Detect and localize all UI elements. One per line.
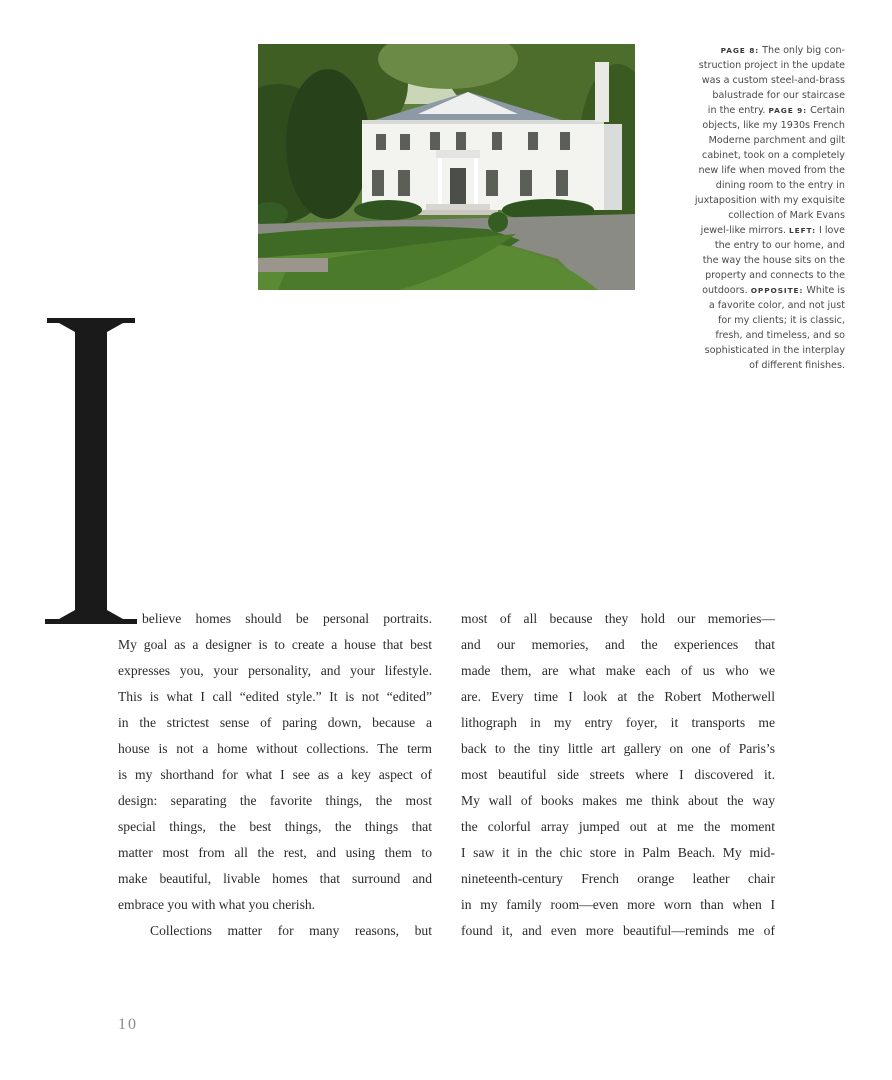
body-line: make beautiful, livable homes that surround and <box>118 871 432 886</box>
body-line: special things, the best things, the things that <box>118 819 432 834</box>
body-line: This is what I call “edited style.” It is not “edited” <box>118 689 432 704</box>
body-line: design: separating the favorite things, the most <box>118 793 432 808</box>
house-photo <box>258 44 635 290</box>
body-column-right <box>461 606 775 944</box>
caption-line: the entry to our home, and <box>714 240 845 251</box>
body-line: My goal as a designer is to create a house that best <box>118 637 432 652</box>
body-line: I saw it in the chic store in Palm Beach. My mid- <box>461 845 775 860</box>
body-line: most of all because they hold our memories— <box>461 611 775 626</box>
caption-line: objects, like my 1930s French <box>702 120 845 131</box>
body-line: believe homes should be personal portraits. <box>142 611 432 626</box>
body-line: embrace you with what you cherish. <box>118 897 316 912</box>
body-line: back to the tiny little art gallery on one of Paris’s <box>461 741 775 756</box>
body-line: made them, are what make each of us who we <box>461 663 775 678</box>
caption-line: of different finishes. <box>749 360 845 371</box>
body-line: nineteenth-century French orange leather chair <box>461 871 775 886</box>
caption-line: was a custom steel-and-brass <box>701 75 845 86</box>
body-line: and our memories, and the experiences that <box>461 637 775 652</box>
body-line: house is not a home without collections. The term <box>118 741 432 756</box>
caption-line: struction project in the update <box>698 60 845 71</box>
body-column-left <box>118 606 432 944</box>
body-line: expresses you, your personality, and your lifestyle. <box>118 663 432 678</box>
caption-line: the way the house sits on the <box>702 255 845 266</box>
caption-line: cabinet, took on a completely <box>702 150 845 161</box>
body-line: most beautiful side streets where I discovered it. <box>461 767 775 782</box>
caption-line: outdoors. OPPOSITE: White is <box>702 285 845 296</box>
caption-line: Moderne parchment and gilt <box>708 135 845 146</box>
caption-line: sophisticated in the interplay <box>704 345 845 356</box>
caption-line: dining room to the entry in <box>715 180 845 191</box>
body-line: the colorful array jumped out at me the moment <box>461 819 775 834</box>
caption-line: collection of Mark Evans <box>728 210 845 221</box>
body-line: in the strictest sense of paring down, because a <box>118 715 432 730</box>
caption-line: property and connects to the <box>705 270 845 281</box>
body-line: lithograph in my entry foyer, it transports me <box>461 715 775 730</box>
caption-line: fresh, and timeless, and so <box>715 330 845 341</box>
body-line: are. Every time I look at the Robert Motherwell <box>461 689 775 704</box>
house-photo-icon <box>258 44 635 290</box>
svg-text:I: I <box>45 318 46 319</box>
caption-line: in the entry. PAGE 9: Certain <box>707 105 845 116</box>
body-line: found it, and even more beautiful—reminds me of <box>461 923 775 938</box>
caption-line: new life when moved from the <box>698 165 845 176</box>
drop-cap <box>45 318 137 624</box>
caption-line: PAGE 8: The only big con- <box>720 45 845 56</box>
caption-line: balustrade for our staircase <box>712 90 845 101</box>
body-line: My wall of books makes me think about the way <box>461 793 775 808</box>
body-line: is my shorthand for what I see as a key aspect of <box>118 767 432 782</box>
caption-line: a favorite color, and not just <box>708 300 845 311</box>
body-line: Collections matter for many reasons, but <box>150 923 432 938</box>
caption-line: for my clients; it is classic, <box>718 315 845 326</box>
page-number: 10 <box>118 1016 138 1033</box>
body-line: matter most from all the rest, and using them to <box>118 845 432 860</box>
caption-line: jewel-like mirrors. LEFT: I love <box>700 225 845 236</box>
photo-caption <box>664 43 845 373</box>
caption-line: juxtaposition with my exquisite <box>694 195 845 206</box>
body-line: in my family room—even more worn than when I <box>461 897 775 912</box>
